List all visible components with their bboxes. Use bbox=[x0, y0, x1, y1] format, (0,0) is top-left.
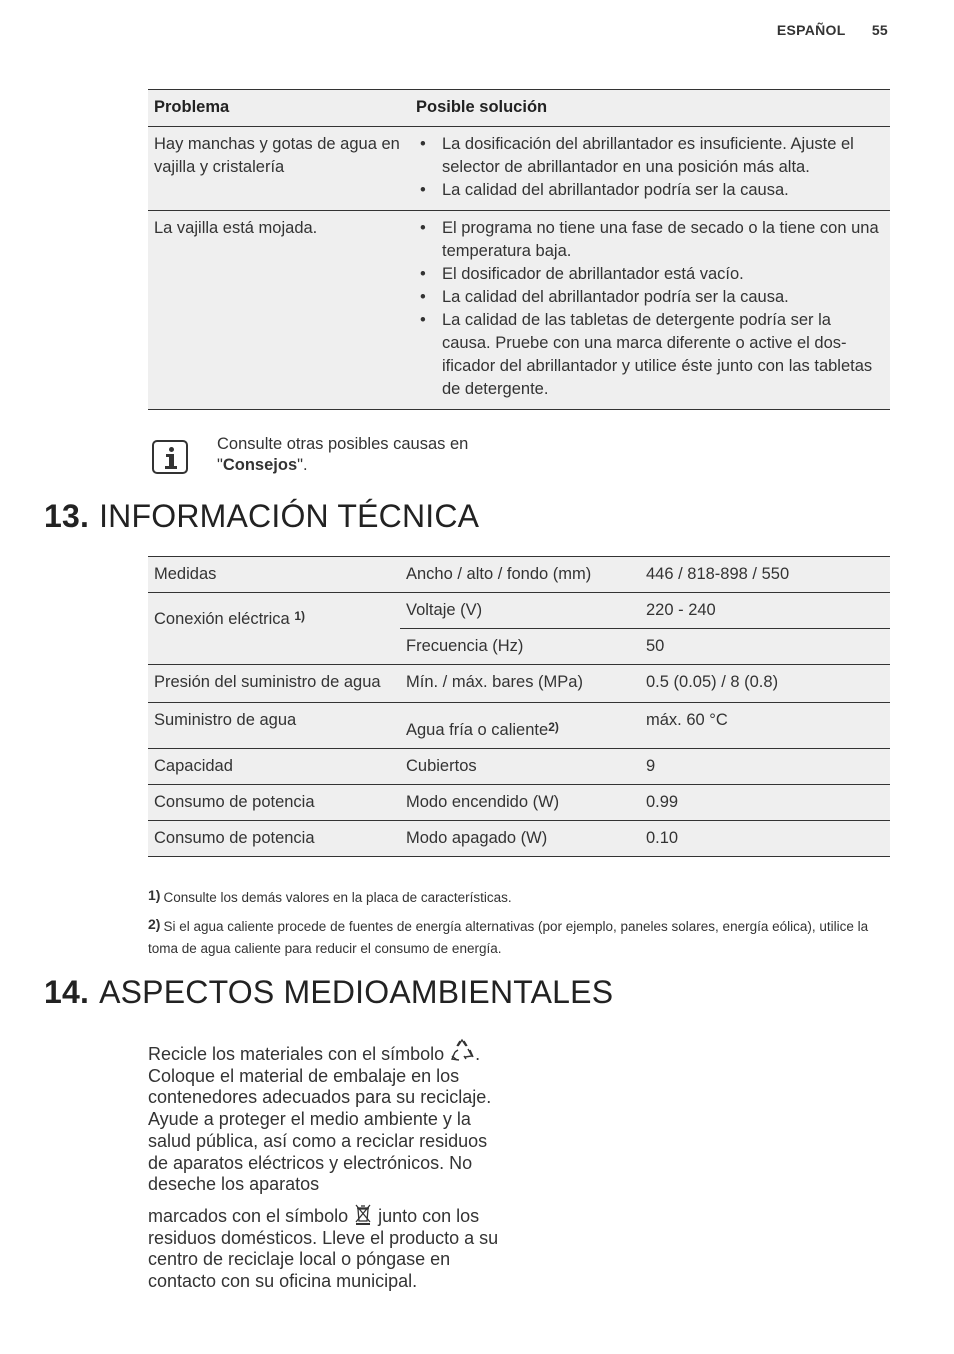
spec-label: Presión del suministro de agua bbox=[154, 673, 381, 691]
footnote: 1) Consulte los demás valores en la placa de características. bbox=[148, 887, 512, 905]
technical-info-table bbox=[148, 556, 890, 857]
spec-label: Capacidad bbox=[154, 757, 233, 775]
header-language: ESPAÑOL bbox=[776, 22, 846, 38]
spec-label: Consumo de potencia bbox=[154, 793, 315, 811]
solution-list bbox=[416, 217, 884, 401]
table-row bbox=[148, 665, 890, 703]
table-row bbox=[148, 821, 890, 857]
footnote-ref: 2) bbox=[548, 720, 559, 734]
spec-label: Suministro de agua bbox=[154, 711, 297, 729]
list-item: • El programa no tiene una fase de secado o la tiene con una temperatura baja. bbox=[442, 217, 884, 263]
table-footnotes bbox=[148, 884, 890, 960]
spec-param: Mín. / máx. bares (MPa) bbox=[406, 673, 583, 691]
footnote-ref: 1) bbox=[294, 609, 306, 623]
list-item: • La dosificación del abrillantador es insuficiente. Ajuste el selector de abrillantador en una posición más alta. bbox=[442, 133, 884, 179]
table-row bbox=[148, 557, 890, 593]
footnote: 2) Si el agua caliente procede de fuentes de energía alternativas (por ejemplo, paneles solares, energía eólica), utilice la toma de agua caliente para reducir el consumo de energía. bbox=[148, 916, 869, 956]
environment-paragraph: Recicle los materiales con el símbolo . Coloque el material de embalaje en los contenedores adecuados para su reciclaje. Ayude a proteger el medio ambiente y la salud pública, así como a reciclar residuos de aparatos eléctricos y electrónicos. No deseche los aparatos bbox=[148, 1038, 508, 1196]
spec-param: Frecuencia (Hz) bbox=[406, 637, 524, 655]
list-item: • La calidad del abrillantador podría ser la causa. bbox=[442, 286, 884, 309]
spec-param: Cubiertos bbox=[406, 757, 477, 775]
table-row bbox=[148, 593, 890, 629]
list-item: • El dosificador de abrillantador está vacío. bbox=[442, 263, 884, 286]
column-header-problem: Problema bbox=[154, 98, 230, 116]
weee-crossed-bin-icon bbox=[353, 1206, 373, 1226]
tips-reference: Consejos bbox=[222, 456, 298, 474]
table-row bbox=[148, 211, 890, 410]
info-note-text: Consulte otras posibles causas en "Consejos". bbox=[217, 435, 469, 474]
info-icon bbox=[152, 440, 188, 474]
column-header-solution: Posible solución bbox=[416, 98, 548, 116]
list-item: • La calidad del abrillantador podría ser la causa. bbox=[442, 179, 884, 202]
table-row bbox=[148, 749, 890, 785]
solution-cell bbox=[410, 211, 890, 410]
solution-cell bbox=[410, 127, 890, 211]
section-14-title: 14. ASPECTOS MEDIOAMBIENTALES bbox=[44, 974, 614, 1010]
problem-cell: La vajilla está mojada. bbox=[154, 219, 318, 237]
page-number: 55 bbox=[871, 22, 888, 38]
page-header bbox=[777, 22, 888, 38]
spec-label: Consumo de potencia bbox=[154, 829, 315, 847]
recycle-icon bbox=[449, 1044, 475, 1064]
spec-label: Conexión eléctrica $^{1)}$ bbox=[148, 593, 400, 665]
environment-text bbox=[148, 1038, 508, 1293]
spec-value: 220 - 240 bbox=[640, 593, 890, 629]
spec-value: 50 bbox=[646, 637, 665, 655]
troubleshooting-table bbox=[148, 89, 890, 410]
section-13-title: 13. INFORMACIÓN TÉCNICA bbox=[44, 498, 480, 534]
list-item: • La calidad de las tabletas de detergente podría ser la causa. Pruebe con una marca diferente o active el dosificador del abrillantador y utilice éste junto con las tabletas de detergente. bbox=[442, 309, 884, 401]
spec-param: Voltaje (V) bbox=[400, 593, 640, 629]
spec-value: 0.10 bbox=[646, 829, 679, 847]
problem-cell: Hay manchas y gotas de agua en vajilla y cristalería bbox=[154, 135, 400, 176]
environment-paragraph: marcados con el símbolo junto con los residuos domésticos. Lleve el producto a su centro de reciclaje local o póngase en contacto con su oficina municipal. bbox=[148, 1205, 499, 1292]
table-row bbox=[148, 703, 890, 749]
spec-value: 9 bbox=[646, 757, 656, 775]
spec-param: Modo encendido (W) bbox=[406, 793, 560, 811]
spec-param: Agua fría o caliente$^{2)}$ bbox=[406, 720, 559, 739]
spec-param: Modo apagado (W) bbox=[406, 829, 548, 847]
troubleshooting-header-row bbox=[148, 90, 890, 127]
table-row bbox=[148, 127, 890, 211]
spec-value: 446 / 818-898 / 550 bbox=[646, 565, 790, 583]
solution-list bbox=[416, 133, 884, 202]
spec-param: Ancho / alto / fondo (mm) bbox=[406, 565, 592, 583]
spec-value: máx. 60 °C bbox=[646, 711, 728, 729]
spec-value: 0.5 (0.05) / 8 (0.8) bbox=[646, 673, 779, 691]
table-row bbox=[148, 785, 890, 821]
spec-value: 0.99 bbox=[646, 793, 679, 811]
spec-label: Medidas bbox=[154, 565, 217, 583]
